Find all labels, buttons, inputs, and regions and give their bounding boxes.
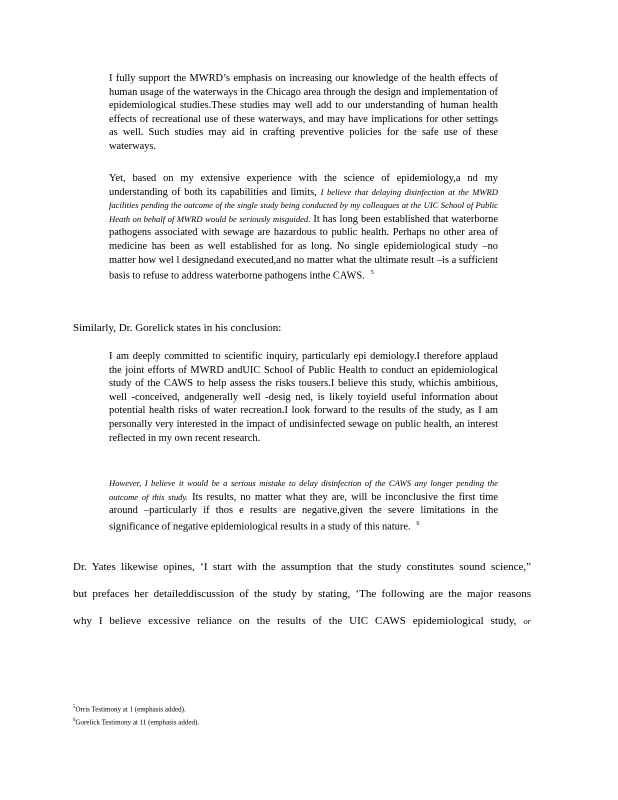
quote1-para2-start: Yet, based on my extensive experience with the science of epidemiology,a nd my understanding of both its capabilities and limits, <box>109 173 498 198</box>
body-line-3 <box>73 614 531 628</box>
footnote-ref-5: 5 <box>370 270 374 277</box>
body-line-1: Dr. Yates likewise opines, ‘I start with the assumption that the study constitutes sound science,” <box>73 561 531 573</box>
footnote-ref-6: 6 <box>416 520 420 527</box>
quote1-para2-end: It has long been established that waterborne pathogens associated with sewage are hazardous to public health. Perhaps no other area of medicine has been as well established for as long. No single epidemiological study –no matter how wel l designedand executed,and no matter what the ultimate result –is a sufficient basis to refuse to address waterborne pathogens inthe CAWS. <box>109 213 498 282</box>
transition-text: Similarly, Dr. Gorelick states in his conclusion: <box>73 322 282 334</box>
quote1-para2 <box>109 172 498 283</box>
quote1-para1: I fully support the MWRD’s emphasis on increasing our knowledge of the health effects of human usage of the waterways in the Chicago area through the design and implementation of epidemiological studies.These studies may well add to our understanding of human health effects of recreational use of these waterways, and may have implications for other settings as well. Such studies may aid in crafting preventive policies for the safe use of these waterways. <box>109 73 498 152</box>
body-line-2: but prefaces her detaileddiscussion of the study by stating, ‘The following are the major reasons <box>73 588 531 600</box>
quote1-emphasis: I believe that delaying disinfection at the MWRD facilities pending the outcome of the single study being conducted by my colleagues at the UIC School of Public Heath on behalf of MWRD would be seriously misguided. <box>109 186 498 224</box>
footnote-5: $^5$Orris Testimony at 1 (emphasis added). <box>73 705 186 714</box>
quote2-para2 <box>109 477 498 534</box>
quote2-para1: I am deeply committed to scientific inquiry, particularly epi demiology.I therefore applaud the joint efforts of MWRD andUIC School of Public Health to conduct an epidemiological study of the CAWS to help assess the risks tousers.I believe this study, whichis ambitious, well -conceived, andgenerally well -desig ned, is likely toyield useful information about potential health risks of water recreation.I look forward to the results of the study, as I am personally very interested in the impact of undisinfected sewage on public health, an interest reflected in my own recent research. <box>109 351 498 444</box>
footnotes <box>73 702 199 729</box>
footnote-6: $^6$Gorelick Testimony at 11 (emphasis added). <box>73 718 200 727</box>
body-line-3-italic: or <box>523 616 531 626</box>
body-line-3-start: why I believe excessive reliance on the results of the UIC CAWS epidemiological study, <box>73 615 517 627</box>
quote2-para2-end: Its results, no matter what they are, will be inconclusive the first time around –particularly if thos e results are negative,given the severe limitations in the significance of negative epidemiological results in a study of this nature. <box>109 491 498 533</box>
quote2-emphasis: However, I believe it would be a serious mistake to delay disinfection of the CAWS any longer pending the outcome of this study. <box>109 478 498 502</box>
